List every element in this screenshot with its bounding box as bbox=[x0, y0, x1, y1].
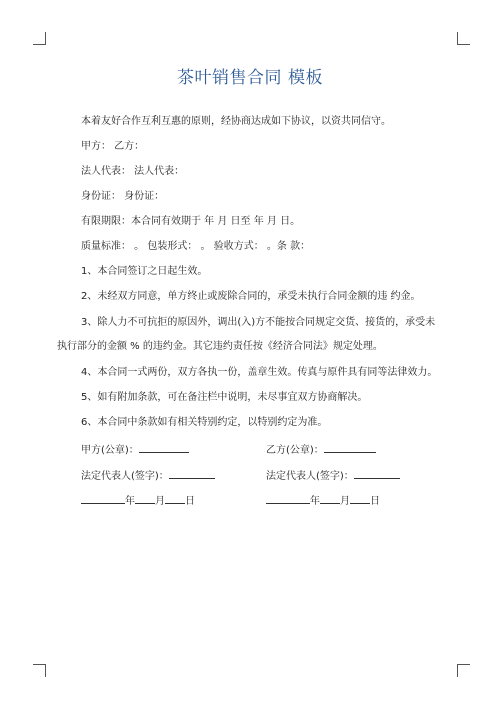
date-a-year: 年 bbox=[125, 496, 135, 507]
document-title: 茶叶销售合同 模板 bbox=[177, 68, 323, 88]
clause-6: 6、本合同中条款如有相关特别约定，以特别约定为准。 bbox=[81, 417, 328, 428]
rep-a-label: 法定代表人(签字)： bbox=[81, 471, 169, 482]
date-a-day-blank bbox=[165, 492, 185, 504]
date-b-year: 年 bbox=[310, 496, 320, 507]
id-line: 身份证： 身份证： bbox=[81, 191, 165, 202]
term-line: 有限期限：本合同有效期于 年 月 日至 年 月 日。 bbox=[81, 216, 301, 227]
parties-line: 甲方： 乙方： bbox=[81, 141, 145, 152]
date-a-day: 日 bbox=[185, 496, 195, 507]
crop-mark-bottom-right bbox=[457, 664, 470, 677]
clause-3-continued: 执行部分的金额 % 的违约金。其它违约责任按《经济合同法》规定处理。 bbox=[57, 341, 383, 352]
date-b-month-blank bbox=[320, 492, 340, 504]
date-b-month: 月 bbox=[340, 496, 350, 507]
legal-rep-line: 法人代表： 法人代表： bbox=[81, 166, 185, 177]
rep-b-blank bbox=[354, 467, 400, 479]
clause-5: 5、如有附加条款，可在备注栏中说明，未尽事宜双方协商解决。 bbox=[81, 392, 368, 403]
date-a-year-blank bbox=[81, 492, 125, 504]
rep-a-signature bbox=[81, 467, 215, 484]
party-b-seal-blank bbox=[324, 441, 376, 453]
clause-2: 2、未经双方同意，单方终止或废除合同的，承受未执行合同金额的违 约金。 bbox=[81, 291, 421, 302]
party-a-seal bbox=[81, 441, 189, 458]
crop-mark-top-right bbox=[457, 32, 470, 45]
rep-b-label: 法定代表人(签字)： bbox=[266, 471, 354, 482]
clause-1: 1、本合同签订之日起生效。 bbox=[81, 266, 208, 277]
date-a-month: 月 bbox=[155, 496, 165, 507]
party-a-seal-label: 甲方(公章)： bbox=[81, 445, 139, 456]
quality-line: 质量标准： 。 包装形式： 。 验收方式： 。条 款： bbox=[81, 241, 311, 252]
rep-b-signature bbox=[266, 467, 400, 484]
date-b-year-blank bbox=[266, 492, 310, 504]
clause-3: 3、除人力不可抗拒的原因外，调出(入)方不能按合同规定交货、接货的，承受未 bbox=[81, 317, 436, 328]
crop-mark-top-left bbox=[33, 32, 46, 45]
date-b-day: 日 bbox=[370, 496, 380, 507]
date-b bbox=[266, 492, 380, 509]
intro-paragraph: 本着友好合作互利互惠的原则，经协商达成如下协议，以资共同信守。 bbox=[81, 116, 391, 127]
clause-4: 4、本合同一式两份，双方各执一份，盖章生效。传真与原件具有同等法律效力。 bbox=[81, 367, 438, 378]
rep-a-blank bbox=[169, 467, 215, 479]
date-b-day-blank bbox=[350, 492, 370, 504]
crop-mark-bottom-left bbox=[33, 664, 46, 677]
party-b-seal-label: 乙方(公章)： bbox=[266, 445, 324, 456]
date-a-month-blank bbox=[135, 492, 155, 504]
party-b-seal bbox=[266, 441, 376, 458]
date-a bbox=[81, 492, 195, 509]
party-a-seal-blank bbox=[139, 441, 189, 453]
